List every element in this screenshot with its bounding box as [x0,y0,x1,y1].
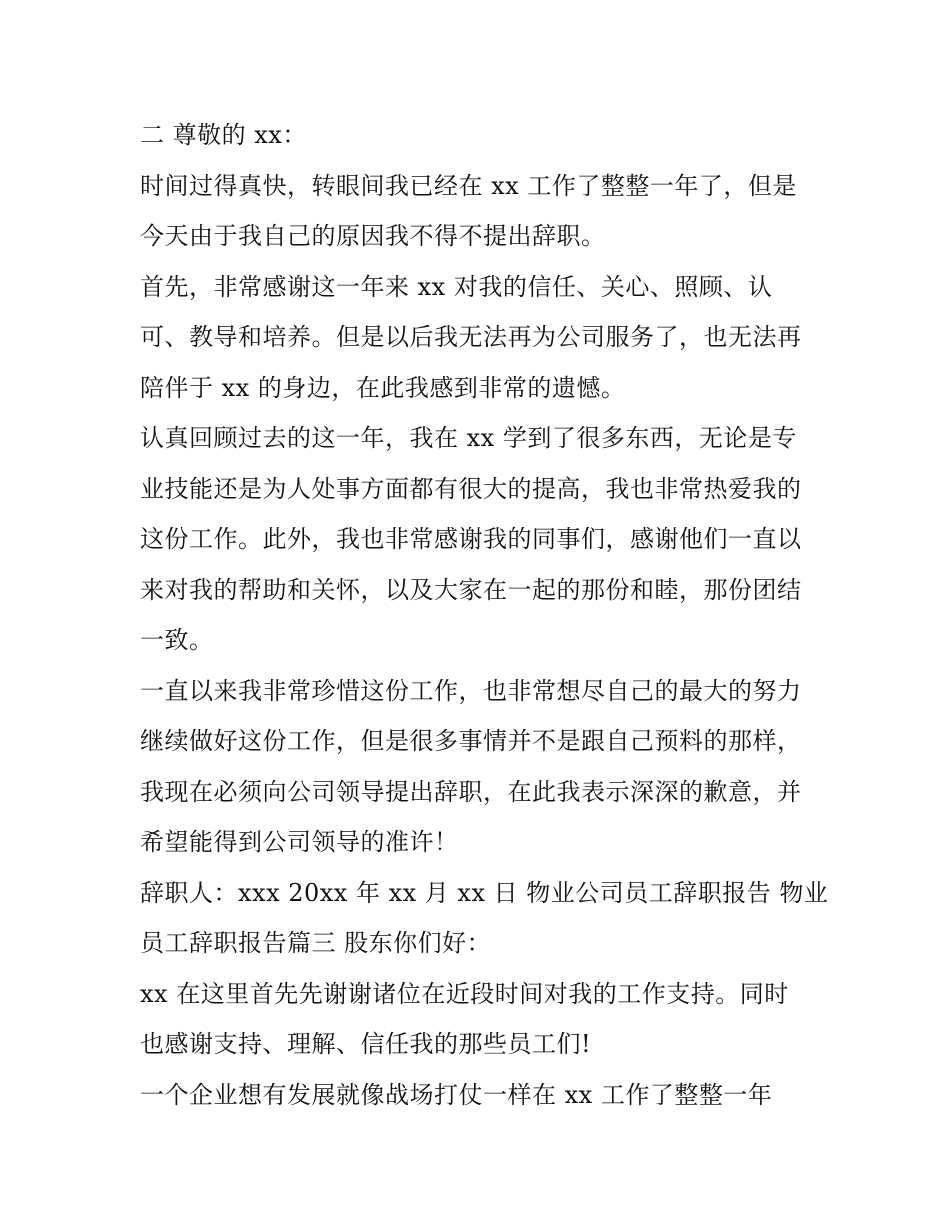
text-line: 业技能还是为人处事方面都有很大的提高，我也非常热爱我的 [140,474,802,503]
text-line-heading: 员工辞职报告篇三 股东你们好： [140,929,492,957]
text-line: xx 在这里首先先谢谢诸位在近段时间对我的工作支持。同时 [140,979,789,1008]
text-line: 继续做好这份工作，但是很多事情并不是跟自己预料的那样， [140,727,802,755]
text-line: 陪伴于 xx 的身边，在此我感到非常的遗憾。 [140,373,626,402]
text-line: 一个企业想有发展就像战场打仗一样在 xx 工作了整整一年 [140,1080,773,1109]
text-line: 一直以来我非常珍惜这份工作，也非常想尽自己的最大的努力 [140,676,802,705]
text-line: 希望能得到公司领导的准许！ [140,828,459,856]
text-line: 时间过得真快，转眼间我已经在 xx 工作了整整一年了，但是 [140,171,797,200]
text-line: 来对我的帮助和关怀，以及大家在一起的那份和睦，那份团结 [140,575,802,604]
text-line: 我现在必须向公司领导提出辞职，在此我表示深深的歉意，并 [140,777,802,806]
text-line: 可、教导和培养。但是以后我无法再为公司服务了，也无法再 [140,323,802,351]
text-line: 这份工作。此外，我也非常感谢我的同事们，感谢他们一直以 [140,525,802,553]
text-line: 一致。 [140,626,214,654]
text-line: 认真回顾过去的这一年，我在 xx 学到了很多东西，无论是专 [140,424,797,452]
text-line: 首先，非常感谢这一年来 xx 对我的信任、关心、照顾、认 [140,272,773,301]
text-line: 今天由于我自己的原因我不得不提出辞职。 [140,222,606,250]
text-line-salutation: 二 尊敬的 xx： [140,121,307,149]
document-body [140,110,829,1120]
text-line-signature: 辞职人：xxx 20xx 年 xx 月 xx 日 物业公司员工辞职报告 物业 [140,878,829,907]
text-line: 也感谢支持、理解、信任我的那些员工们! [140,1030,592,1058]
